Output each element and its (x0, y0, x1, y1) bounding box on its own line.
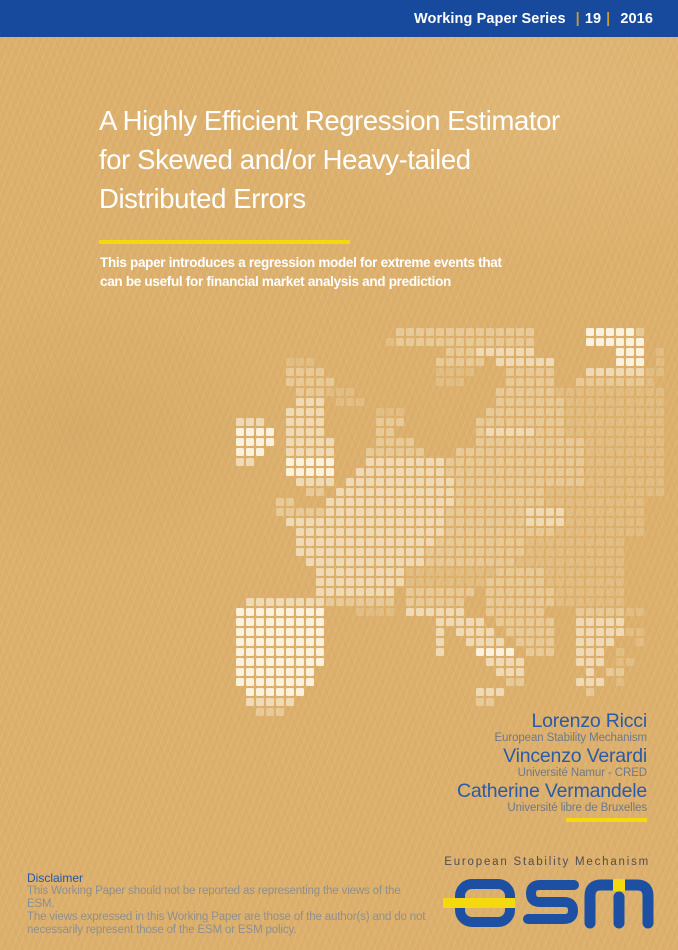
disclaimer-block (27, 871, 427, 937)
europe-pixel-map (236, 328, 666, 718)
author-affiliation: Université Namur - CRED (517, 767, 647, 779)
separator-pipe: | (606, 10, 611, 27)
publication-year: 2016 (620, 10, 653, 27)
header-bar (0, 0, 678, 37)
paper-title (99, 101, 639, 218)
abstract-line1: This paper introduces a regression model for extreme events that (100, 255, 502, 270)
author-name: Lorenzo Ricci (531, 710, 647, 732)
authors-block (457, 711, 647, 816)
author-affiliation: European Stability Mechanism (494, 732, 647, 744)
title-divider (99, 240, 350, 244)
disclaimer-line: This Working Paper should not be reported as representing the views of the ESM. (27, 885, 401, 910)
esm-logo-yellow-dot (613, 879, 625, 891)
abstract-line2: can be useful for financial market analysis and prediction (100, 274, 451, 289)
separator-pipe: | (575, 10, 580, 27)
disclaimer-title: Disclaimer (27, 871, 84, 885)
esm-logo-yellow-bar (443, 898, 515, 908)
disclaimer-line: necessarily represent those of the ESM or ESM policy. (27, 924, 297, 936)
author-name: Vincenzo Verardi (503, 745, 647, 767)
series-title: Working Paper Series (414, 10, 566, 27)
disclaimer-line: The views expressed in this Working Paper are those of the author(s) and do not (27, 911, 426, 923)
authors-divider (566, 818, 647, 822)
paper-title-line3: Distributed Errors (99, 183, 306, 214)
paper-abstract-teaser (100, 253, 530, 291)
esm-logo (443, 877, 658, 929)
paper-title-line2: for Skewed and/or Heavy-tailed (99, 144, 471, 175)
esm-logo-letter-s (528, 885, 574, 919)
author-name: Catherine Vermandele (456, 780, 647, 802)
author-affiliation: Université libre de Bruxelles (507, 802, 647, 814)
paper-title-line1: A Highly Efficient Regression Estimator (99, 105, 560, 136)
issue-number: 19 (584, 10, 602, 27)
organization-name: European Stability Mechanism (444, 856, 650, 868)
